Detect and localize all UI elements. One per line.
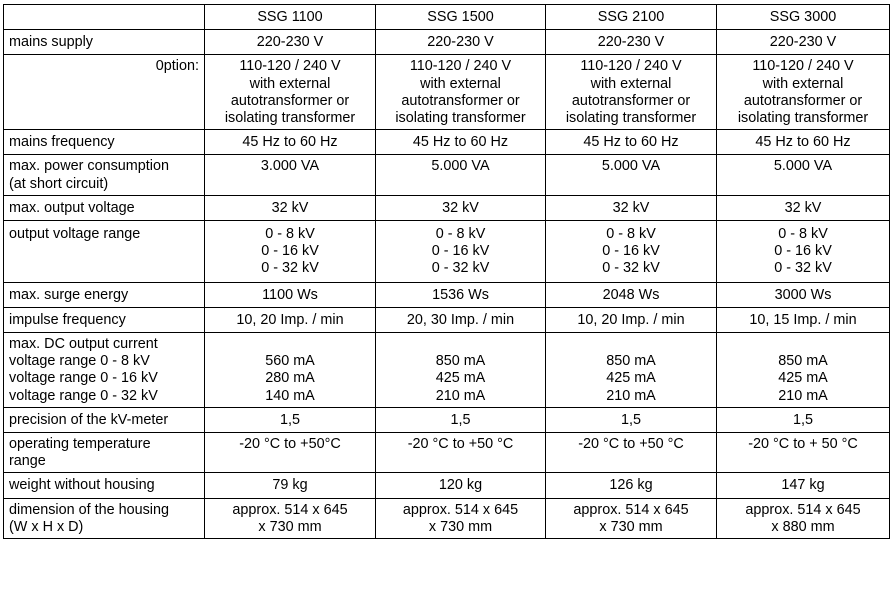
table-row — [4, 55, 890, 130]
table-row — [4, 333, 890, 408]
value-cell: 850 mA 425 mA 210 mA — [717, 333, 890, 408]
row-label: impulse frequency — [4, 307, 205, 332]
value-cell: 220-230 V — [205, 30, 376, 55]
value-cell: 5.000 VA — [717, 155, 890, 195]
value-cell: 110-120 / 240 V with external autotransformer or isolating transformer — [376, 55, 546, 130]
value-cell: 5.000 VA — [376, 155, 546, 195]
value-cell: 1,5 — [717, 407, 890, 432]
row-label: mains supply — [4, 30, 205, 55]
value-cell: 850 mA 425 mA 210 mA — [546, 333, 717, 408]
header-cell-ssg-1100: SSG 1100 — [205, 5, 376, 30]
value-cell: approx. 514 x 645 x 880 mm — [717, 498, 890, 538]
value-cell: 126 kg — [546, 473, 717, 498]
value-cell: 560 mA 280 mA 140 mA — [205, 333, 376, 408]
value-cell: 1,5 — [205, 407, 376, 432]
value-cell: 45 Hz to 60 Hz — [717, 130, 890, 155]
table-row — [4, 195, 890, 220]
header-cell-empty — [4, 5, 205, 30]
value-cell: -20 °C to +50°C — [205, 433, 376, 473]
value-cell: 10, 15 Imp. / min — [717, 307, 890, 332]
value-cell: 3.000 VA — [205, 155, 376, 195]
value-cell: 110-120 / 240 V with external autotransformer or isolating transformer — [546, 55, 717, 130]
value-cell: approx. 514 x 645 x 730 mm — [205, 498, 376, 538]
value-cell: 120 kg — [376, 473, 546, 498]
value-cell: -20 °C to + 50 °C — [717, 433, 890, 473]
table-row — [4, 307, 890, 332]
value-cell: 220-230 V — [376, 30, 546, 55]
value-cell: 5.000 VA — [546, 155, 717, 195]
value-cell: 32 kV — [205, 195, 376, 220]
row-label: 0ption: — [4, 55, 205, 130]
value-cell: 45 Hz to 60 Hz — [546, 130, 717, 155]
value-cell: 10, 20 Imp. / min — [205, 307, 376, 332]
value-cell: 220-230 V — [717, 30, 890, 55]
value-cell: 110-120 / 240 V with external autotransformer or isolating transformer — [205, 55, 376, 130]
table-body — [4, 30, 890, 539]
value-cell: 0 - 8 kV 0 - 16 kV 0 - 32 kV — [376, 221, 546, 283]
header-cell-ssg-3000: SSG 3000 — [717, 5, 890, 30]
header-row — [4, 5, 890, 30]
value-cell: 1100 Ws — [205, 282, 376, 307]
value-cell: 0 - 8 kV 0 - 16 kV 0 - 32 kV — [546, 221, 717, 283]
row-label: max. DC output current voltage range 0 - 8 kV voltage range 0 - 16 kV voltage range 0 - 32 kV — [4, 333, 205, 408]
row-label: operating temperature range — [4, 433, 205, 473]
value-cell: -20 °C to +50 °C — [546, 433, 717, 473]
row-label: precision of the kV-meter — [4, 407, 205, 432]
value-cell: 79 kg — [205, 473, 376, 498]
row-label: output voltage range — [4, 221, 205, 283]
specification-table — [3, 4, 890, 539]
table-row — [4, 30, 890, 55]
table-row — [4, 282, 890, 307]
header-cell-ssg-2100: SSG 2100 — [546, 5, 717, 30]
value-cell: 110-120 / 240 V with external autotransformer or isolating transformer — [717, 55, 890, 130]
value-cell: 1,5 — [546, 407, 717, 432]
value-cell: 220-230 V — [546, 30, 717, 55]
value-cell: 0 - 8 kV 0 - 16 kV 0 - 32 kV — [717, 221, 890, 283]
value-cell: 0 - 8 kV 0 - 16 kV 0 - 32 kV — [205, 221, 376, 283]
table-row — [4, 407, 890, 432]
value-cell: 20, 30 Imp. / min — [376, 307, 546, 332]
table-row — [4, 473, 890, 498]
value-cell: 45 Hz to 60 Hz — [376, 130, 546, 155]
table-row — [4, 155, 890, 195]
value-cell: 10, 20 Imp. / min — [546, 307, 717, 332]
table-row — [4, 433, 890, 473]
table-row — [4, 498, 890, 538]
row-label: dimension of the housing (W x H x D) — [4, 498, 205, 538]
value-cell: 32 kV — [376, 195, 546, 220]
row-label: weight without housing — [4, 473, 205, 498]
value-cell: -20 °C to +50 °C — [376, 433, 546, 473]
value-cell: approx. 514 x 645 x 730 mm — [546, 498, 717, 538]
row-label: mains frequency — [4, 130, 205, 155]
table-row — [4, 130, 890, 155]
header-cell-ssg-1500: SSG 1500 — [376, 5, 546, 30]
value-cell: 32 kV — [546, 195, 717, 220]
row-label: max. power consumption (at short circuit) — [4, 155, 205, 195]
value-cell: 45 Hz to 60 Hz — [205, 130, 376, 155]
table-row — [4, 221, 890, 283]
row-label: max. output voltage — [4, 195, 205, 220]
value-cell: 3000 Ws — [717, 282, 890, 307]
value-cell: approx. 514 x 645 x 730 mm — [376, 498, 546, 538]
value-cell: 32 kV — [717, 195, 890, 220]
value-cell: 147 kg — [717, 473, 890, 498]
value-cell: 1536 Ws — [376, 282, 546, 307]
value-cell: 850 mA 425 mA 210 mA — [376, 333, 546, 408]
value-cell: 2048 Ws — [546, 282, 717, 307]
value-cell: 1,5 — [376, 407, 546, 432]
row-label: max. surge energy — [4, 282, 205, 307]
